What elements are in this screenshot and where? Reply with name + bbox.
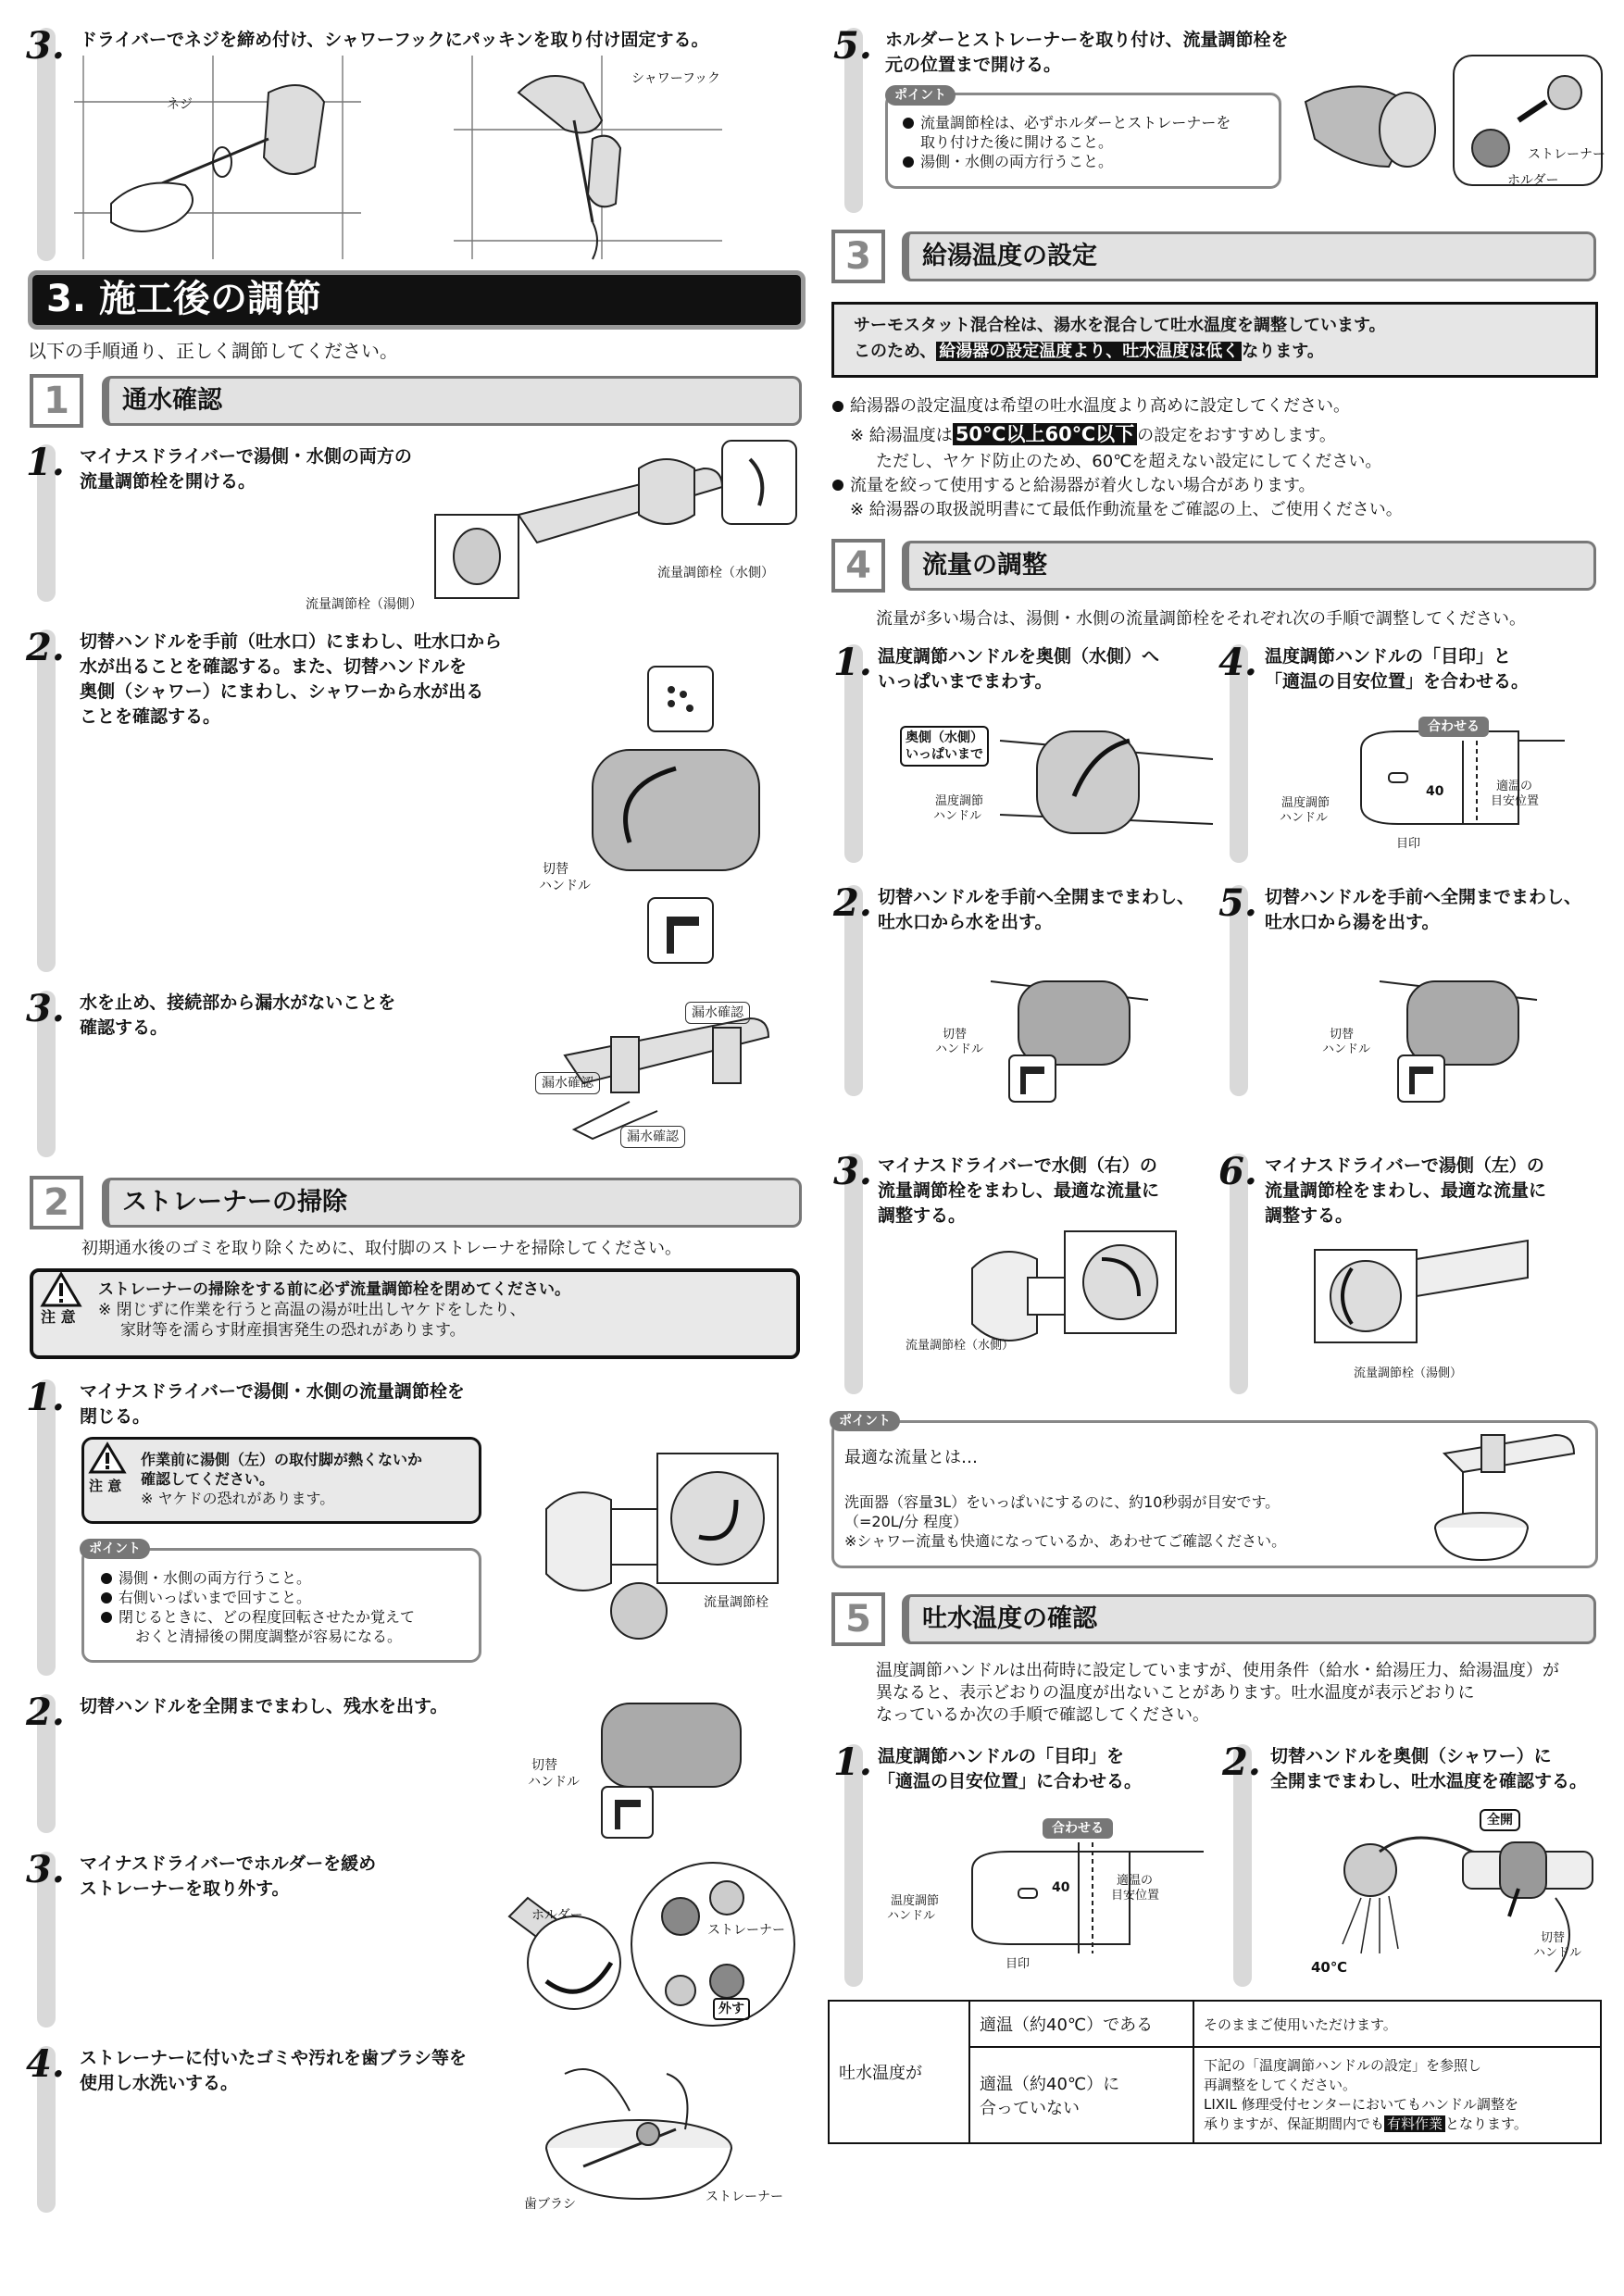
caution-line: 確認してください。 xyxy=(141,1470,275,1488)
label-valve-cold: 流量調節栓（水側） xyxy=(906,1339,1015,1353)
label-holder: ホルダー xyxy=(1507,173,1559,188)
step-number: 1. xyxy=(833,641,872,684)
temp-40-mark: 40 xyxy=(1052,1880,1070,1895)
label-temp-handle: ハンドル xyxy=(933,809,982,823)
highlight-text: 給湯器の設定温度より、吐水温度は低く xyxy=(936,342,1242,361)
section-number: 2 xyxy=(30,1176,83,1229)
label-valve-hot: 流量調節栓（湯側） xyxy=(306,597,422,612)
section-intro: 初期通水後のゴミを取り除くために、取付脚のストレーナを掃除してください。 xyxy=(81,1239,681,1258)
tag-line: 奥側（水側） xyxy=(906,730,983,745)
step-text-line: 流量調節栓をまわし、最適な流量に xyxy=(878,1180,1160,1201)
step-number: 1. xyxy=(26,1376,65,1419)
note-part: ※ 給湯温度は xyxy=(850,426,953,445)
caution-label: 注 意 xyxy=(89,1478,122,1494)
step-number: 2. xyxy=(833,881,872,925)
step-number: 2. xyxy=(26,626,65,669)
label-leak-check: 漏水確認 xyxy=(685,1002,750,1024)
step-number: 2. xyxy=(26,1691,65,1734)
point-line: 洗面器（容量3L）をいっぱいにするのに、約10秒弱が目安です。 xyxy=(844,1493,1280,1511)
step-text-line: 確認する。 xyxy=(80,1017,169,1038)
section-number: 1 xyxy=(30,374,83,428)
point-item: 湯側・水側の両方行うこと。 xyxy=(119,1569,312,1587)
label-full-open: 全開 xyxy=(1480,1809,1520,1831)
step-text-line: 調整する。 xyxy=(1265,1205,1354,1226)
bullet-text: 流量を絞って使用すると給湯器が着火しない場合があります。 xyxy=(850,476,1316,495)
label-valve: 流量調節栓 xyxy=(704,1595,768,1610)
switch-handle-illustration xyxy=(574,667,778,972)
label-handle: 切替 xyxy=(1330,1028,1355,1042)
info-text: このため、 xyxy=(854,342,937,361)
label-handle: ハンドル xyxy=(528,1775,580,1790)
table-cell: 適温（約40℃）である xyxy=(969,2001,1193,2047)
intro-text: 以下の手順通り、正しく調節してください。 xyxy=(28,340,398,362)
basin-illustration xyxy=(1426,1426,1593,1565)
step-text-line: 温度調節ハンドルの「目印」を xyxy=(878,1746,1125,1766)
step-text-line: 「適温の目安位置」を合わせる。 xyxy=(1265,671,1530,692)
label-temperature: 40℃ xyxy=(1311,1959,1348,1976)
temp-handle-illustration xyxy=(1000,713,1213,842)
cell-line: 再調整をしてください。 xyxy=(1204,2077,1357,2093)
point-label: ポイント xyxy=(830,1411,900,1431)
step-text-line: 切替ハンドルを手前へ全開までまわし、 xyxy=(878,887,1195,907)
label-temp-handle: 温度調節 xyxy=(935,794,984,808)
step-number: 1. xyxy=(833,1741,872,1784)
step-number: 3. xyxy=(833,1150,872,1193)
label-temp-handle: ハンドル xyxy=(887,1909,936,1923)
section-intro: 流量が多い場合は、湯側・水側の流量調節栓をそれぞれ次の手順で調整してください。 xyxy=(876,609,1526,629)
cell-line: 下記の「温度調節ハンドルの設定」を参照し xyxy=(1204,2057,1482,2074)
tag-line: いっぱいまで xyxy=(906,747,983,762)
section-heading: 通水確認 xyxy=(102,376,802,426)
temp-40-mark: 40 xyxy=(1426,784,1444,799)
step-text-line: 全開までまわし、吐水温度を確認する。 xyxy=(1270,1771,1588,1791)
info-line: サーモスタット混合栓は、湯水を混合して吐水温度を調整しています。 xyxy=(854,316,1386,335)
info-text: なります。 xyxy=(1242,342,1324,361)
step-text-line: 閉じる。 xyxy=(80,1406,151,1427)
switch-handle-illustration xyxy=(593,1694,778,1842)
step-text-line: ストレーナーに付いたゴミや汚れを歯ブラシ等を xyxy=(80,2048,468,2068)
section-number: 4 xyxy=(831,539,885,593)
step-number: 3. xyxy=(26,987,65,1030)
cell-line: 適温（約40℃）に xyxy=(980,2075,1120,2094)
step-text-line: 使用し水洗いする。 xyxy=(80,2073,239,2093)
label-strainer: ストレーナー xyxy=(707,1923,785,1938)
table-cell xyxy=(1193,2047,1601,2143)
label-shower-hook: シャワーフック xyxy=(631,71,721,86)
step-text-line: マイナスドライバーで湯側・水側の両方の xyxy=(80,446,412,467)
step-number: 5. xyxy=(833,24,872,68)
label-temp-handle: 温度調節 xyxy=(1281,796,1330,810)
step-text-line: 「適温の目安位置」に合わせる。 xyxy=(878,1771,1143,1791)
temp-mark-illustration xyxy=(1352,722,1593,842)
step-text-line: 流量調節栓を開ける。 xyxy=(80,471,256,492)
step-number: 6. xyxy=(1218,1150,1257,1193)
point-title: 最適な流量とは… xyxy=(844,1448,978,1467)
section-intro: なっているか次の手順で確認してください。 xyxy=(876,1705,1209,1725)
result-table xyxy=(828,2000,1602,2144)
label-handle: ハンドル xyxy=(1322,1042,1371,1056)
note-part: の設定をおすすめします。 xyxy=(1137,426,1336,445)
cell-line: LIXIL 修理受付センターにおいてもハンドル調整を xyxy=(1204,2096,1519,2113)
label-target-position: 適温の xyxy=(1117,1874,1154,1888)
caution-line: 作業前に湯側（左）の取付脚が熱くないか xyxy=(141,1451,423,1468)
switch-handle-illustration xyxy=(1380,963,1546,1102)
point-item: 右側いっぱいまで回すこと。 xyxy=(119,1589,312,1606)
valve-close-illustration xyxy=(537,1454,778,1648)
note-text xyxy=(850,422,1336,448)
step-text-line: 吐水口から湯を出す。 xyxy=(1265,912,1440,932)
label-handle: ハンドル xyxy=(539,879,591,893)
section-number: 3 xyxy=(831,230,885,283)
cell-text: となります。 xyxy=(1445,2115,1528,2132)
label-screw: ネジ xyxy=(167,97,193,112)
step-text-line: ストレーナーを取り外す。 xyxy=(80,1878,290,1899)
tag-back-side xyxy=(900,726,989,767)
step-text-line: 切替ハンドルを手前へ全開までまわし、 xyxy=(1265,887,1582,907)
bullet-icons xyxy=(902,117,917,172)
label-remove: 外す xyxy=(713,1998,750,2020)
label-mark: 目印 xyxy=(1006,1957,1031,1971)
cell-line: 合っていない xyxy=(980,2099,1080,2118)
section-heading: 流量の調整 xyxy=(902,541,1596,591)
warning-icon xyxy=(89,1442,126,1474)
step-text-line: マイナスドライバーでホルダーを緩め xyxy=(80,1853,377,1874)
label-target-position: 適温の xyxy=(1496,780,1533,793)
section-heading: ストレーナーの掃除 xyxy=(102,1178,802,1228)
point-item: 湯側・水側の両方行うこと。 xyxy=(920,153,1114,170)
step-text-line: ホルダーとストレーナーを取り付け、流量調節栓を xyxy=(885,30,1289,50)
table-head: 吐水温度が xyxy=(829,2001,969,2143)
label-handle: 切替 xyxy=(1541,1931,1566,1945)
step-text-line: 切替ハンドルを奥側（シャワー）に xyxy=(1270,1746,1552,1766)
label-valve-cold: 流量調節栓（水側） xyxy=(657,566,774,580)
cell-line xyxy=(1204,2115,1591,2134)
warning-icon xyxy=(41,1272,81,1307)
point-label: ポイント xyxy=(885,85,956,106)
caution-line: ※ 閉じずに作業を行うと高温の湯が吐出しヤケドをしたり、 xyxy=(98,1301,526,1319)
step-text-line: 水が出ることを確認する。また、切替ハンドルを xyxy=(80,656,468,677)
step-text-line: ことを確認する。 xyxy=(80,706,221,727)
label-brush: 歯ブラシ xyxy=(524,2197,576,2212)
table-row xyxy=(829,2001,1601,2047)
step-text-line: 元の位置まで開ける。 xyxy=(885,55,1062,75)
step-text-line: 奥側（シャワー）にまわし、シャワーから水が出る xyxy=(80,681,484,702)
step-text-line: 温度調節ハンドルの「目印」と xyxy=(1265,646,1512,667)
cell-text: 承りますが、保証期間内でも xyxy=(1204,2115,1385,2132)
step-number: 3. xyxy=(26,24,65,68)
label-temp-handle: ハンドル xyxy=(1280,811,1329,825)
main-title: 3. 施工後の調節 xyxy=(46,278,321,320)
washing-illustration xyxy=(528,2055,778,2203)
point-item: 取り付けた後に開けること。 xyxy=(920,133,1114,151)
label-target-position: 目安位置 xyxy=(1111,1889,1160,1903)
step-text-line: 流量調節栓をまわし、最適な流量に xyxy=(1265,1180,1547,1201)
caution-label: 注 意 xyxy=(41,1308,76,1326)
table-cell xyxy=(969,2047,1193,2143)
label-handle: 切替 xyxy=(531,1758,557,1773)
step-number: 3. xyxy=(26,1848,65,1891)
switch-handle-illustration xyxy=(991,963,1157,1102)
temp-mark-illustration xyxy=(963,1842,1222,1963)
note-text: ただし、ヤケド防止のため、60℃を超えない設定にしてください。 xyxy=(876,452,1382,471)
bullet-icons xyxy=(831,400,846,493)
bullet-text: 給湯器の設定温度は希望の吐水温度より高めに設定してください。 xyxy=(850,396,1350,416)
step-number: 2. xyxy=(1222,1741,1261,1784)
faucet-valve-illustration xyxy=(426,441,796,607)
bullet-icons xyxy=(100,1572,115,1637)
label-strainer: ストレーナー xyxy=(1528,147,1605,162)
section-intro: 温度調節ハンドルは出荷時に設定していますが、使用条件（給水・給湯圧力、給湯温度）が xyxy=(876,1661,1559,1680)
section-heading: 吐水温度の確認 xyxy=(902,1594,1596,1644)
point-line: （=20L/分 程度） xyxy=(844,1513,968,1530)
note-text: ※ 給湯器の取扱説明書にて最低作動流量をご確認の上、ご使用ください。 xyxy=(850,500,1403,519)
info-line xyxy=(854,339,1324,364)
label-valve-hot: 流量調節栓（湯側） xyxy=(1354,1366,1463,1380)
point-line: ※シャワー流量も快適になっているか、あわせてご確認ください。 xyxy=(844,1532,1287,1550)
step-text-line: 吐水口から水を出す。 xyxy=(878,912,1053,932)
caution-line: ※ ヤケドの恐れがあります。 xyxy=(141,1490,335,1507)
step-number: 4. xyxy=(1218,641,1257,684)
point-item: 閉じるときに、どの程度回転させたか覚えて xyxy=(119,1608,416,1626)
step-text-line: 温度調節ハンドルを奥側（水側）へ xyxy=(878,646,1160,667)
step-number: 5. xyxy=(1218,881,1257,925)
step-text-line: いっぱいまでまわす。 xyxy=(878,671,1053,692)
caution-line: ストレーナーの掃除をする前に必ず流量調節栓を閉めてください。 xyxy=(98,1280,570,1299)
label-holder: ホルダー xyxy=(531,1908,583,1923)
label-leak-check: 漏水確認 xyxy=(620,1126,685,1148)
section-heading: 給湯温度の設定 xyxy=(902,231,1596,281)
point-item: おくと清掃後の開度調整が容易になる。 xyxy=(135,1628,403,1645)
step-number: 4. xyxy=(26,2042,65,2086)
step-bar xyxy=(37,1379,56,1676)
label-leak-check: 漏水確認 xyxy=(535,1072,600,1094)
label-handle: 切替 xyxy=(943,1028,968,1042)
valve-adjust-illustration xyxy=(1315,1231,1537,1361)
step-text-line: マイナスドライバーで湯側（左）の xyxy=(1265,1155,1544,1176)
align-badge: 合わせる xyxy=(1418,717,1489,737)
label-temp-handle: 温度調節 xyxy=(891,1894,940,1908)
section-number: 5 xyxy=(831,1592,885,1646)
table-cell: そのままご使用いただけます。 xyxy=(1193,2001,1601,2047)
caution-line: 家財等を濡らす財産損害発生の恐れがあります。 xyxy=(120,1321,466,1340)
step-text-line: 水を止め、接続部から漏水がないことを xyxy=(80,992,396,1013)
step-text-line: マイナスドライバーで湯側・水側の流量調節栓を xyxy=(80,1381,465,1402)
label-handle: 切替 xyxy=(543,862,568,877)
step-number: 1. xyxy=(26,441,65,484)
label-strainer: ストレーナー xyxy=(706,2190,783,2204)
step-text: ドライバーでネジを締め付け、シャワーフックにパッキンを取り付け固定する。 xyxy=(80,30,709,50)
highlight-paid-work: 有料作業 xyxy=(1384,2115,1445,2132)
step-text-line: マイナスドライバーで水側（右）の xyxy=(878,1155,1157,1176)
align-badge: 合わせる xyxy=(1043,1818,1113,1839)
point-item: 流量調節栓は、必ずホルダーとストレーナーを xyxy=(920,114,1231,131)
label-handle: ハンドル xyxy=(935,1042,984,1056)
step-bar xyxy=(37,630,56,972)
step-text-line: 調整する。 xyxy=(878,1205,967,1226)
highlight-temp: 50℃以上60℃以下 xyxy=(953,423,1137,445)
section-intro: 異なると、表示どおりの温度が出ないことがあります。吐水温度が表示どおりに xyxy=(876,1683,1475,1703)
step-text-line: 切替ハンドルを手前（吐水口）にまわし、吐水口から xyxy=(80,631,503,652)
label-handle: ハンドル xyxy=(1533,1946,1582,1960)
label-mark: 目印 xyxy=(1396,837,1421,851)
point-label: ポイント xyxy=(80,1539,150,1559)
label-target-position: 目安位置 xyxy=(1491,794,1540,808)
step-text: 切替ハンドルを全開までまわし、残水を出す。 xyxy=(80,1696,448,1716)
